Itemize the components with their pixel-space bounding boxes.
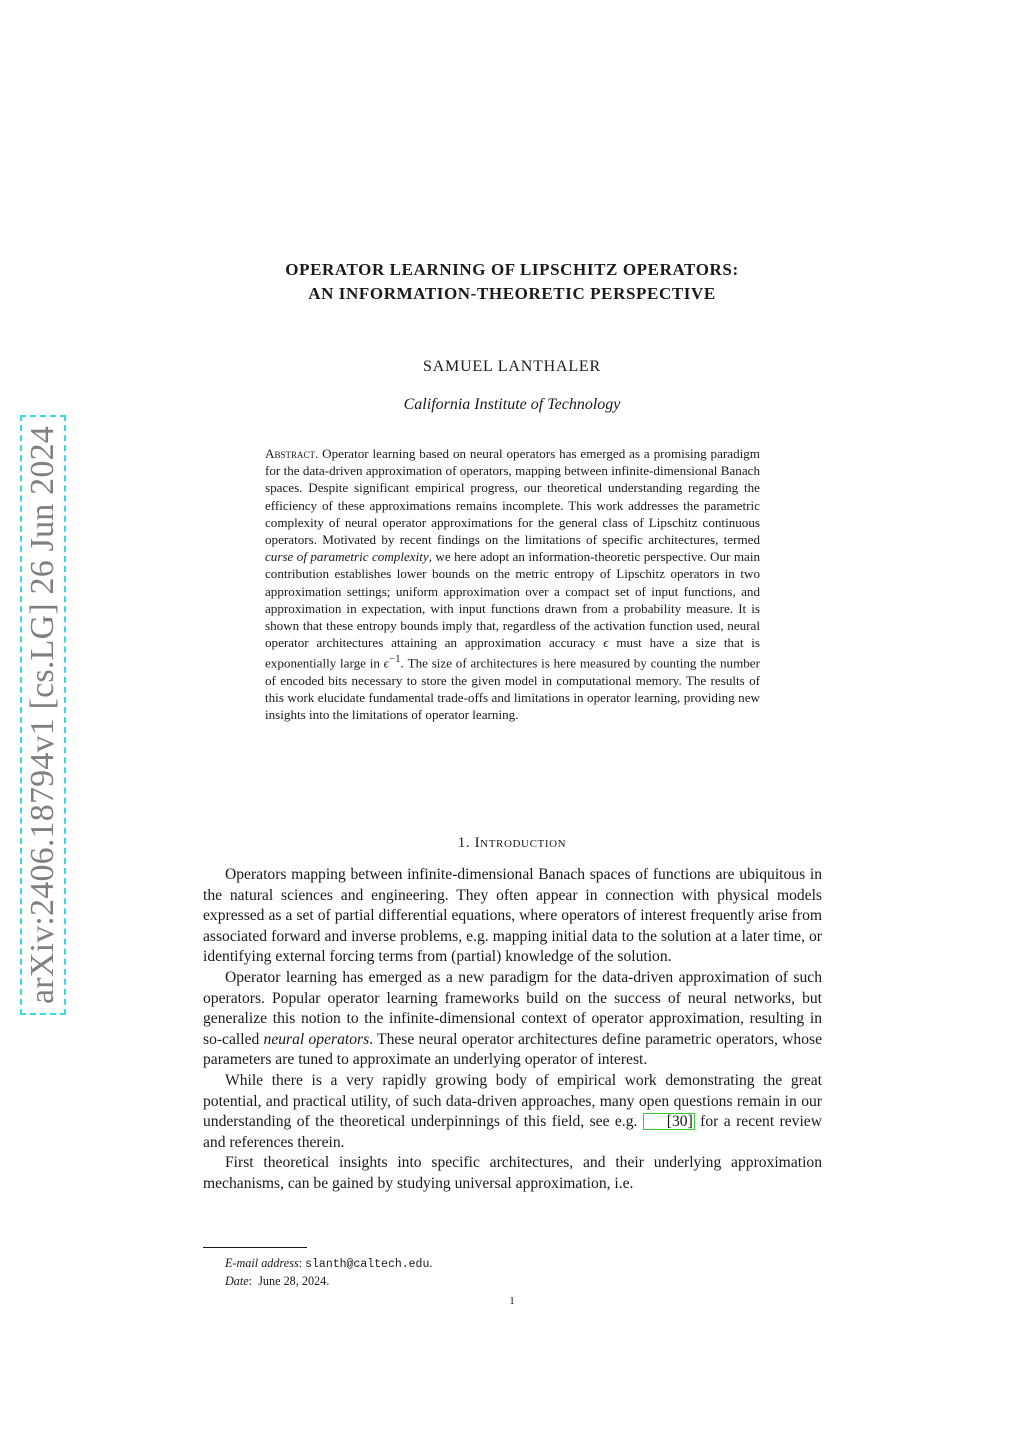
title-line-1: OPERATOR LEARNING OF LIPSCHITZ OPERATORS: xyxy=(285,260,739,279)
email-footnote xyxy=(225,1255,432,1273)
author-affiliation: California Institute of Technology xyxy=(403,396,621,413)
introduction-body xyxy=(203,865,822,1195)
footnote-divider xyxy=(203,1247,307,1248)
abstract-text-4: . The size of architectures is here measured by counting the number of encoded bits necessary to store the given model in computational memory. The results of this work elucidate fundamental trade-offs and limitations in operator learning, providing new insights into the limitations of operator learning. xyxy=(265,655,760,723)
footnotes xyxy=(225,1255,432,1290)
paper-title xyxy=(200,258,824,306)
abstract-emphasis: curse of parametric complexity xyxy=(265,549,429,565)
abstract xyxy=(265,445,760,724)
epsilon-inverse-exponent: −1 xyxy=(388,653,401,666)
abstract-heading: Abstract. xyxy=(265,446,319,461)
email-address[interactable]: slanth@caltech.edu xyxy=(305,1258,430,1271)
paragraph-2-text-1: Operator learning has emerged as a new paradigm for the data-driven approximation of such operators. Popular operator learning frameworks build on the success of neural networks, but generalize this notion to the infinite-dimensional context of operator approximation, resulting in so-called xyxy=(203,968,822,1048)
citation-link-30[interactable]: [30] xyxy=(643,1113,695,1130)
date-separator: : xyxy=(248,1274,259,1288)
abstract-text-3: must have a size that is exponentially large in xyxy=(265,635,760,671)
arxiv-identifier: arXiv:2406.18794v1 [cs.LG] 26 Jun 2024 xyxy=(24,426,61,1004)
epsilon-symbol: ϵ xyxy=(603,635,609,651)
section-heading xyxy=(200,835,824,852)
email-separator: : xyxy=(298,1256,306,1270)
date-value: June 28, 2024. xyxy=(258,1274,330,1288)
section-number: 1. xyxy=(457,835,471,851)
abstract-text-1: Operator learning based on neural operators has emerged as a promising paradigm for the data-driven approximation of operators, mapping between infinite-dimensional Banach spaces. Despite significant empirical progress, our theoretical understanding regarding the efficiency of these approximations remains incomplete. This work addresses the parametric complexity of neural operator approximations for the general class of Lipschitz continuous operators. Motivated by recent findings on the limitations of specific architectures, termed xyxy=(265,446,760,548)
abstract-text-2: , we here adopt an information-theoretic perspective. Our main contribution establishes lower bounds on the metric entropy of Lipschitz operators in two approximation settings; uniform approximation over a compact set of input functions, and approximation in expectation, with input functions drawn from a probability measure. It is shown that these entropy bounds imply that, regardless of the activation function used, neural operator architectures attaining an approximation accuracy xyxy=(265,549,760,651)
paragraph-2 xyxy=(203,968,822,1071)
paragraph-3-text-1: While there is a very rapidly growing body of empirical work demonstrating the great potential, and practical utility, of such data-driven approaches, many open questions remain in our understanding of the theoretical underpinnings of this field, see e.g. xyxy=(203,1071,822,1131)
epsilon-inverse-base: ϵ xyxy=(383,655,389,671)
page-number: 1 xyxy=(509,1295,515,1307)
date-footnote xyxy=(225,1273,432,1290)
email-label: E-mail address xyxy=(225,1256,299,1270)
paragraph-3 xyxy=(203,1071,822,1153)
paragraph-2-emphasis: neural operators xyxy=(263,1030,370,1048)
author-name: SAMUEL LANTHALER xyxy=(423,358,601,375)
paragraph-1: Operators mapping between infinite-dimensional Banach spaces of functions are ubiquitous in the natural sciences and engineering. They often appear in connection with physical models expressed as a set of partial differential equations, where operators of interest frequently arise from associated forward and inverse problems, e.g. mapping initial data to the solution at a later time, or identifying external forcing terms from (partial) knowledge of the solution. xyxy=(203,866,822,966)
paragraph-2-text-2: . These neural operator architectures define parametric operators, whose parameters are tuned to approximate an underlying operator of interest. xyxy=(203,1030,822,1069)
title-line-2: AN INFORMATION-THEORETIC PERSPECTIVE xyxy=(308,284,716,303)
section-title: Introduction xyxy=(474,835,567,851)
paragraph-3-text-2: for a recent review and references therein. xyxy=(203,1113,822,1151)
date-label: Date xyxy=(225,1274,249,1288)
email-end: . xyxy=(429,1256,433,1270)
paragraph-4: First theoretical insights into specific architectures, and their underlying approximation mechanisms, can be gained by studying universal approximation, i.e. xyxy=(203,1154,822,1192)
